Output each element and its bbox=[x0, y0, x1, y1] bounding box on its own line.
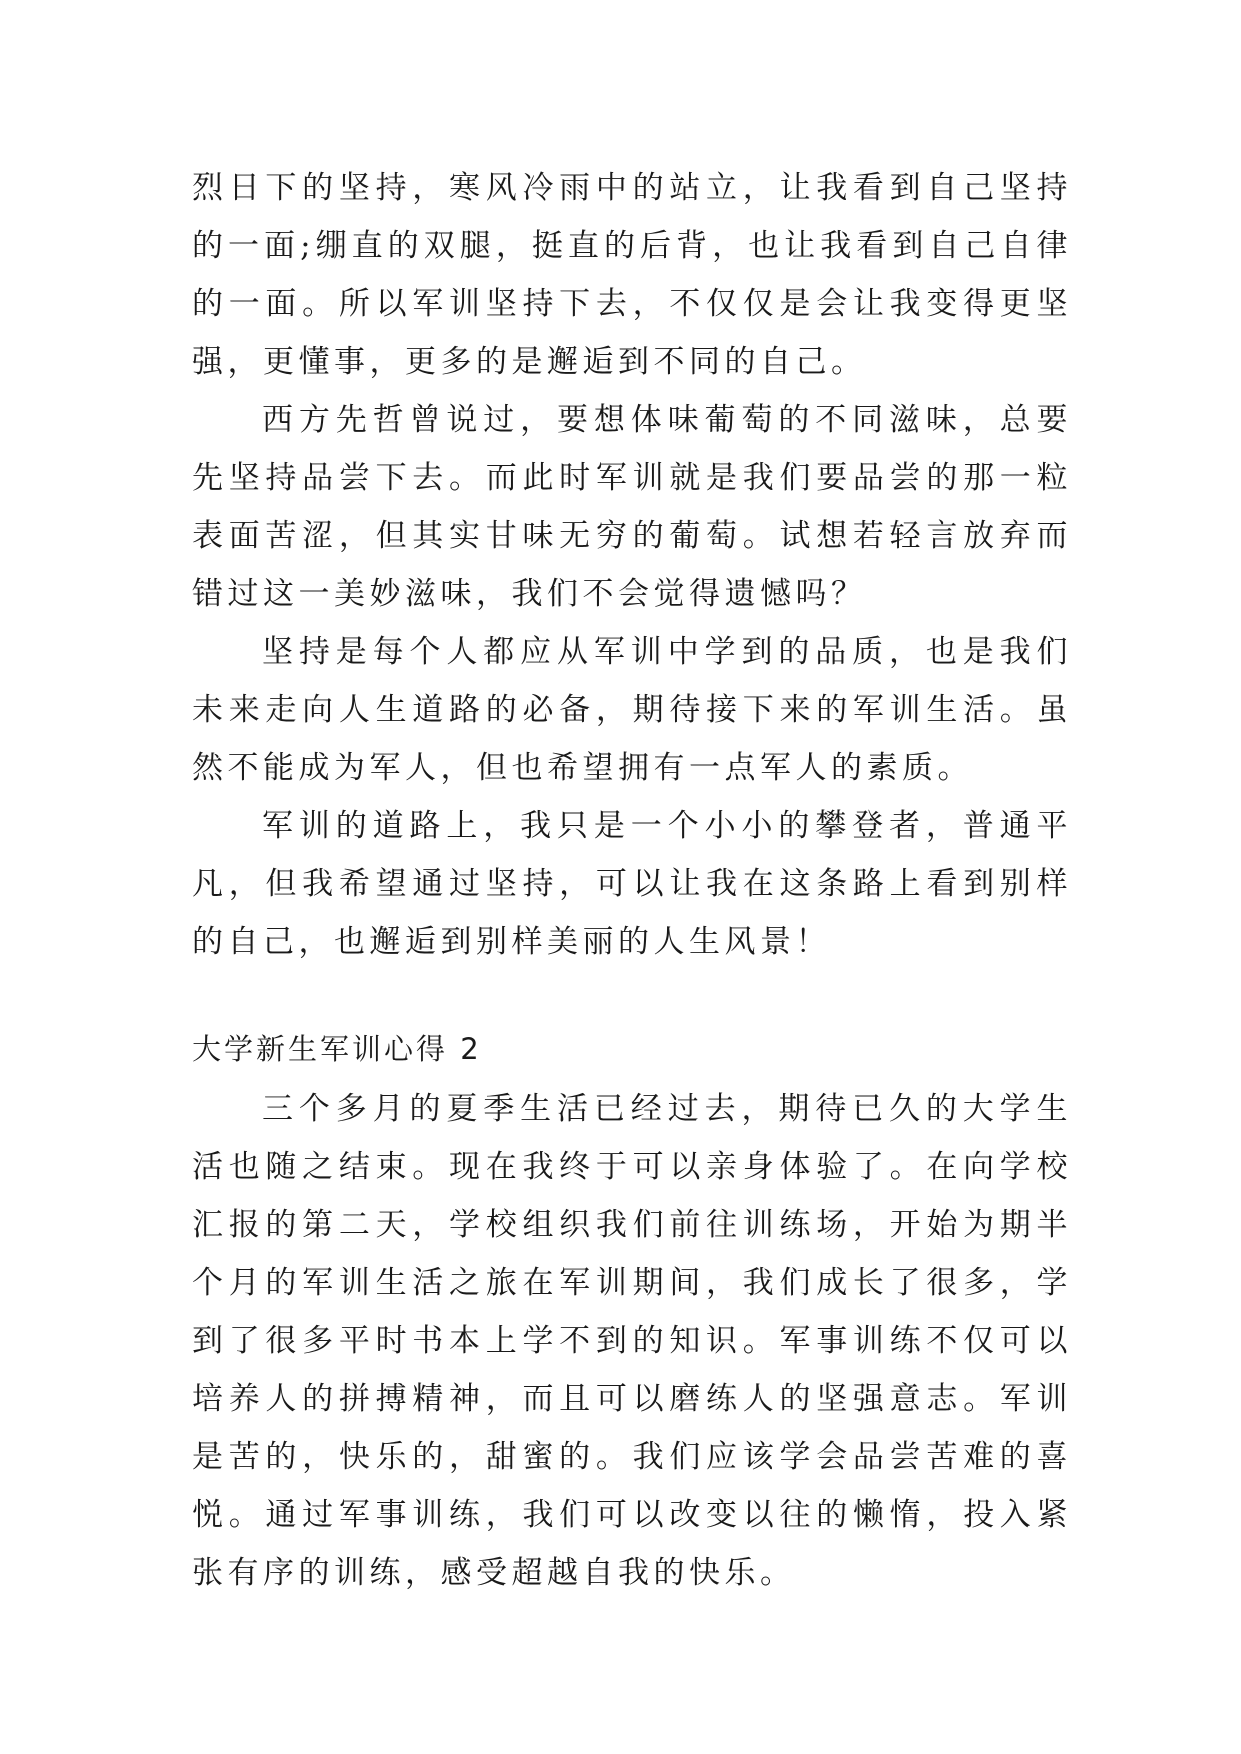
paragraph: 西方先哲曾说过，要想体味葡萄的不同滋味，总要先坚持品尝下去。而此时军训就是我们要品尝的那一粒表面苦涩，但其实甘味无穷的葡萄。试想若轻言放弃而错过这一美妙滋味，我们不会觉得遗憾吗？ bbox=[192, 402, 1072, 612]
section-1-body bbox=[192, 159, 1072, 971]
section-2-body bbox=[192, 1080, 1072, 1602]
paragraph: 坚持是每个人都应从军训中学到的品质，也是我们未来走向人生道路的必备，期待接下来的军训生活。虽然不能成为军人，但也希望拥有一点军人的素质。 bbox=[192, 634, 1072, 786]
paragraph: 军训的道路上，我只是一个小小的攀登者，普通平凡，但我希望通过坚持，可以让我在这条路上看到别样的自己，也邂逅到别样美丽的人生风景！ bbox=[192, 808, 1072, 960]
section-2-heading: 大学新生军训心得 2 bbox=[192, 1032, 482, 1066]
paragraph: 烈日下的坚持，寒风冷雨中的站立，让我看到自己坚持的一面;绷直的双腿，挺直的后背，也让我看到自己自律的一面。所以军训坚持下去，不仅仅是会让我变得更坚强，更懂事，更多的是邂逅到不同的自己。 bbox=[192, 170, 1072, 380]
paragraph: 三个多月的夏季生活已经过去，期待已久的大学生活也随之结束。现在我终于可以亲身体验了。在向学校汇报的第二天，学校组织我们前往训练场，开始为期半个月的军训生活之旅在军训期间，我们成长了很多，学到了很多平时书本上学不到的知识。军事训练不仅可以培养人的拼搏精神，而且可以磨练人的坚强意志。军训是苦的，快乐的，甜蜜的。我们应该学会品尝苦难的喜悦。通过军事训练，我们可以改变以往的懒惰，投入紧张有序的训练，感受超越自我的快乐。 bbox=[192, 1091, 1072, 1591]
